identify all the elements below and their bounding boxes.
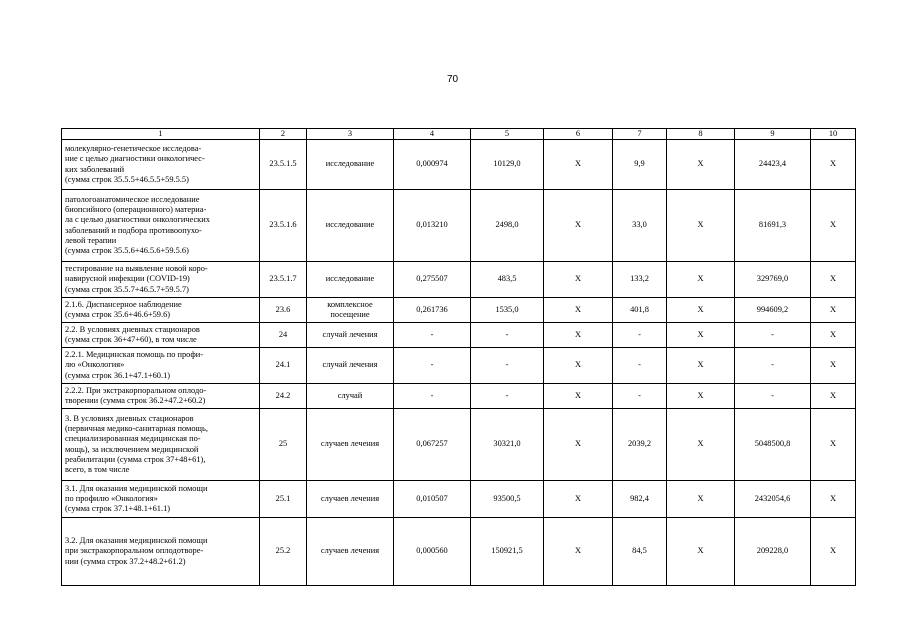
row-value-cell: Х bbox=[811, 298, 856, 323]
row-value-cell: Х bbox=[811, 409, 856, 481]
row-value-cell: Х bbox=[544, 298, 613, 323]
row-code-cell: 24 bbox=[260, 323, 307, 348]
row-value-cell: - bbox=[735, 384, 811, 409]
row-value-cell: Х bbox=[667, 409, 735, 481]
row-value-cell: 329769,0 bbox=[735, 262, 811, 298]
row-name-cell: патологоанатомическое исследование биопсийного (операционного) материа- ла с целью диагностики онкологических заболеваний и подбора противоопухо- левой терапии (сумма строк 35.5.6+46.5.6+59.5.6) bbox=[62, 190, 260, 262]
row-code-cell: 24.1 bbox=[260, 348, 307, 384]
row-unit-cell: случай bbox=[307, 384, 394, 409]
row-value-cell: 33,0 bbox=[613, 190, 667, 262]
table-row bbox=[62, 140, 856, 190]
row-value-cell: - bbox=[471, 323, 544, 348]
table-row bbox=[62, 384, 856, 409]
row-value-cell: Х bbox=[811, 323, 856, 348]
row-value-cell: 5048500,8 bbox=[735, 409, 811, 481]
row-unit-cell: случаев лечения bbox=[307, 409, 394, 481]
row-value-cell: Х bbox=[667, 298, 735, 323]
row-value-cell: - bbox=[613, 323, 667, 348]
row-value-cell: Х bbox=[667, 348, 735, 384]
table-row bbox=[62, 262, 856, 298]
header-cell: 7 bbox=[613, 129, 667, 140]
row-value-cell: 84,5 bbox=[613, 518, 667, 586]
row-value-cell: 0,275507 bbox=[394, 262, 471, 298]
row-name-cell: 3.2. Для оказания медицинской помощи при экстракорпоральном оплодотворе- нии (сумма строк 37.2+48.2+61.2) bbox=[62, 518, 260, 586]
row-name-cell: 2.2.1. Медицинская помощь по профи- лю «Онкология» (сумма строк 36.1+47.1+60.1) bbox=[62, 348, 260, 384]
row-value-cell: 0,067257 bbox=[394, 409, 471, 481]
header-cell: 3 bbox=[307, 129, 394, 140]
row-value-cell: 0,013210 bbox=[394, 190, 471, 262]
row-value-cell: 0,000974 bbox=[394, 140, 471, 190]
row-value-cell: 0,010507 bbox=[394, 481, 471, 518]
row-code-cell: 25.1 bbox=[260, 481, 307, 518]
row-value-cell: 133,2 bbox=[613, 262, 667, 298]
row-unit-cell: случаев лечения bbox=[307, 518, 394, 586]
row-value-cell: Х bbox=[667, 481, 735, 518]
row-value-cell: Х bbox=[811, 481, 856, 518]
row-value-cell: Х bbox=[544, 140, 613, 190]
row-value-cell: Х bbox=[667, 140, 735, 190]
row-value-cell: Х bbox=[544, 518, 613, 586]
row-code-cell: 25.2 bbox=[260, 518, 307, 586]
row-value-cell: 150921,5 bbox=[471, 518, 544, 586]
row-unit-cell: исследование bbox=[307, 262, 394, 298]
row-value-cell: 0,000560 bbox=[394, 518, 471, 586]
header-cell: 10 bbox=[811, 129, 856, 140]
row-value-cell: Х bbox=[544, 348, 613, 384]
row-name-cell: 3.1. Для оказания медицинской помощи по профилю «Онкология» (сумма строк 37.1+48.1+61.1) bbox=[62, 481, 260, 518]
table-row bbox=[62, 409, 856, 481]
row-unit-cell: исследование bbox=[307, 190, 394, 262]
table-row bbox=[62, 323, 856, 348]
row-value-cell: 9,9 bbox=[613, 140, 667, 190]
row-value-cell: 2498,0 bbox=[471, 190, 544, 262]
row-name-cell: 2.2. В условиях дневных стационаров (сумма строк 36+47+60), в том числе bbox=[62, 323, 260, 348]
header-cell: 1 bbox=[62, 129, 260, 140]
header-cell: 9 bbox=[735, 129, 811, 140]
row-value-cell: 0,261736 bbox=[394, 298, 471, 323]
row-value-cell: 2432054,6 bbox=[735, 481, 811, 518]
row-value-cell: Х bbox=[811, 518, 856, 586]
table-row bbox=[62, 190, 856, 262]
row-value-cell: - bbox=[394, 348, 471, 384]
row-code-cell: 24.2 bbox=[260, 384, 307, 409]
row-value-cell: 30321,0 bbox=[471, 409, 544, 481]
header-cell: 8 bbox=[667, 129, 735, 140]
header-cell: 5 bbox=[471, 129, 544, 140]
row-name-cell: 2.2.2. При экстракорпоральном оплодо- творении (сумма строк 36.2+47.2+60.2) bbox=[62, 384, 260, 409]
header-cell: 4 bbox=[394, 129, 471, 140]
row-name-cell: 2.1.6. Диспансерное наблюдение (сумма строк 35.6+46.6+59.6) bbox=[62, 298, 260, 323]
row-code-cell: 23.5.1.6 bbox=[260, 190, 307, 262]
row-name-cell: тестирование на выявление новой коро- навирусной инфекции (COVID-19) (сумма строк 35.5.7+46.5.7+59.5.7) bbox=[62, 262, 260, 298]
row-value-cell: Х bbox=[544, 190, 613, 262]
row-value-cell: 2039,2 bbox=[613, 409, 667, 481]
row-value-cell: - bbox=[735, 323, 811, 348]
row-code-cell: 23.6 bbox=[260, 298, 307, 323]
row-value-cell: 209228,0 bbox=[735, 518, 811, 586]
row-value-cell: Х bbox=[544, 481, 613, 518]
row-unit-cell: случай лечения bbox=[307, 348, 394, 384]
row-code-cell: 25 bbox=[260, 409, 307, 481]
header-cell: 2 bbox=[260, 129, 307, 140]
row-unit-cell: случай лечения bbox=[307, 323, 394, 348]
row-value-cell: Х bbox=[544, 409, 613, 481]
row-code-cell: 23.5.1.5 bbox=[260, 140, 307, 190]
row-value-cell: - bbox=[471, 384, 544, 409]
row-value-cell: 81691,3 bbox=[735, 190, 811, 262]
row-name-cell: 3. В условиях дневных стационаров (первичная медико-санитарная помощь, специализированная медицинская по- мощь), за исключением медицинской реабилитации (сумма строк 37+48+61), всего, в том числе bbox=[62, 409, 260, 481]
row-value-cell: Х bbox=[667, 262, 735, 298]
row-value-cell: - bbox=[613, 384, 667, 409]
row-unit-cell: случаев лечения bbox=[307, 481, 394, 518]
row-value-cell: 994609,2 bbox=[735, 298, 811, 323]
row-value-cell: Х bbox=[667, 190, 735, 262]
table-header-row bbox=[62, 129, 856, 140]
row-unit-cell: комплексное посещение bbox=[307, 298, 394, 323]
row-value-cell: Х bbox=[811, 140, 856, 190]
table-row bbox=[62, 348, 856, 384]
row-value-cell: 401,8 bbox=[613, 298, 667, 323]
row-unit-cell: исследование bbox=[307, 140, 394, 190]
table-row bbox=[62, 481, 856, 518]
row-value-cell: Х bbox=[544, 262, 613, 298]
row-value-cell: - bbox=[613, 348, 667, 384]
row-value-cell: 982,4 bbox=[613, 481, 667, 518]
row-value-cell: Х bbox=[667, 323, 735, 348]
row-value-cell: Х bbox=[811, 384, 856, 409]
row-value-cell: 483,5 bbox=[471, 262, 544, 298]
row-value-cell: 10129,0 bbox=[471, 140, 544, 190]
data-table bbox=[61, 128, 856, 586]
row-value-cell: Х bbox=[811, 348, 856, 384]
row-value-cell: Х bbox=[811, 190, 856, 262]
row-value-cell: - bbox=[394, 323, 471, 348]
row-value-cell: 1535,0 bbox=[471, 298, 544, 323]
row-value-cell: Х bbox=[667, 384, 735, 409]
table-row bbox=[62, 298, 856, 323]
row-value-cell: Х bbox=[544, 323, 613, 348]
row-value-cell: - bbox=[735, 348, 811, 384]
row-value-cell: - bbox=[471, 348, 544, 384]
row-value-cell: - bbox=[394, 384, 471, 409]
row-value-cell: Х bbox=[667, 518, 735, 586]
header-cell: 6 bbox=[544, 129, 613, 140]
row-value-cell: Х bbox=[811, 262, 856, 298]
row-name-cell: молекулярно-генетическое исследова- ние с целью диагностики онкологичес- ких заболеваний (сумма строк 35.5.5+46.5.5+59.5.5) bbox=[62, 140, 260, 190]
row-value-cell: Х bbox=[544, 384, 613, 409]
row-code-cell: 23.5.1.7 bbox=[260, 262, 307, 298]
page-number: 70 bbox=[446, 74, 459, 85]
row-value-cell: 24423,4 bbox=[735, 140, 811, 190]
row-value-cell: 93500,5 bbox=[471, 481, 544, 518]
table-row bbox=[62, 518, 856, 586]
